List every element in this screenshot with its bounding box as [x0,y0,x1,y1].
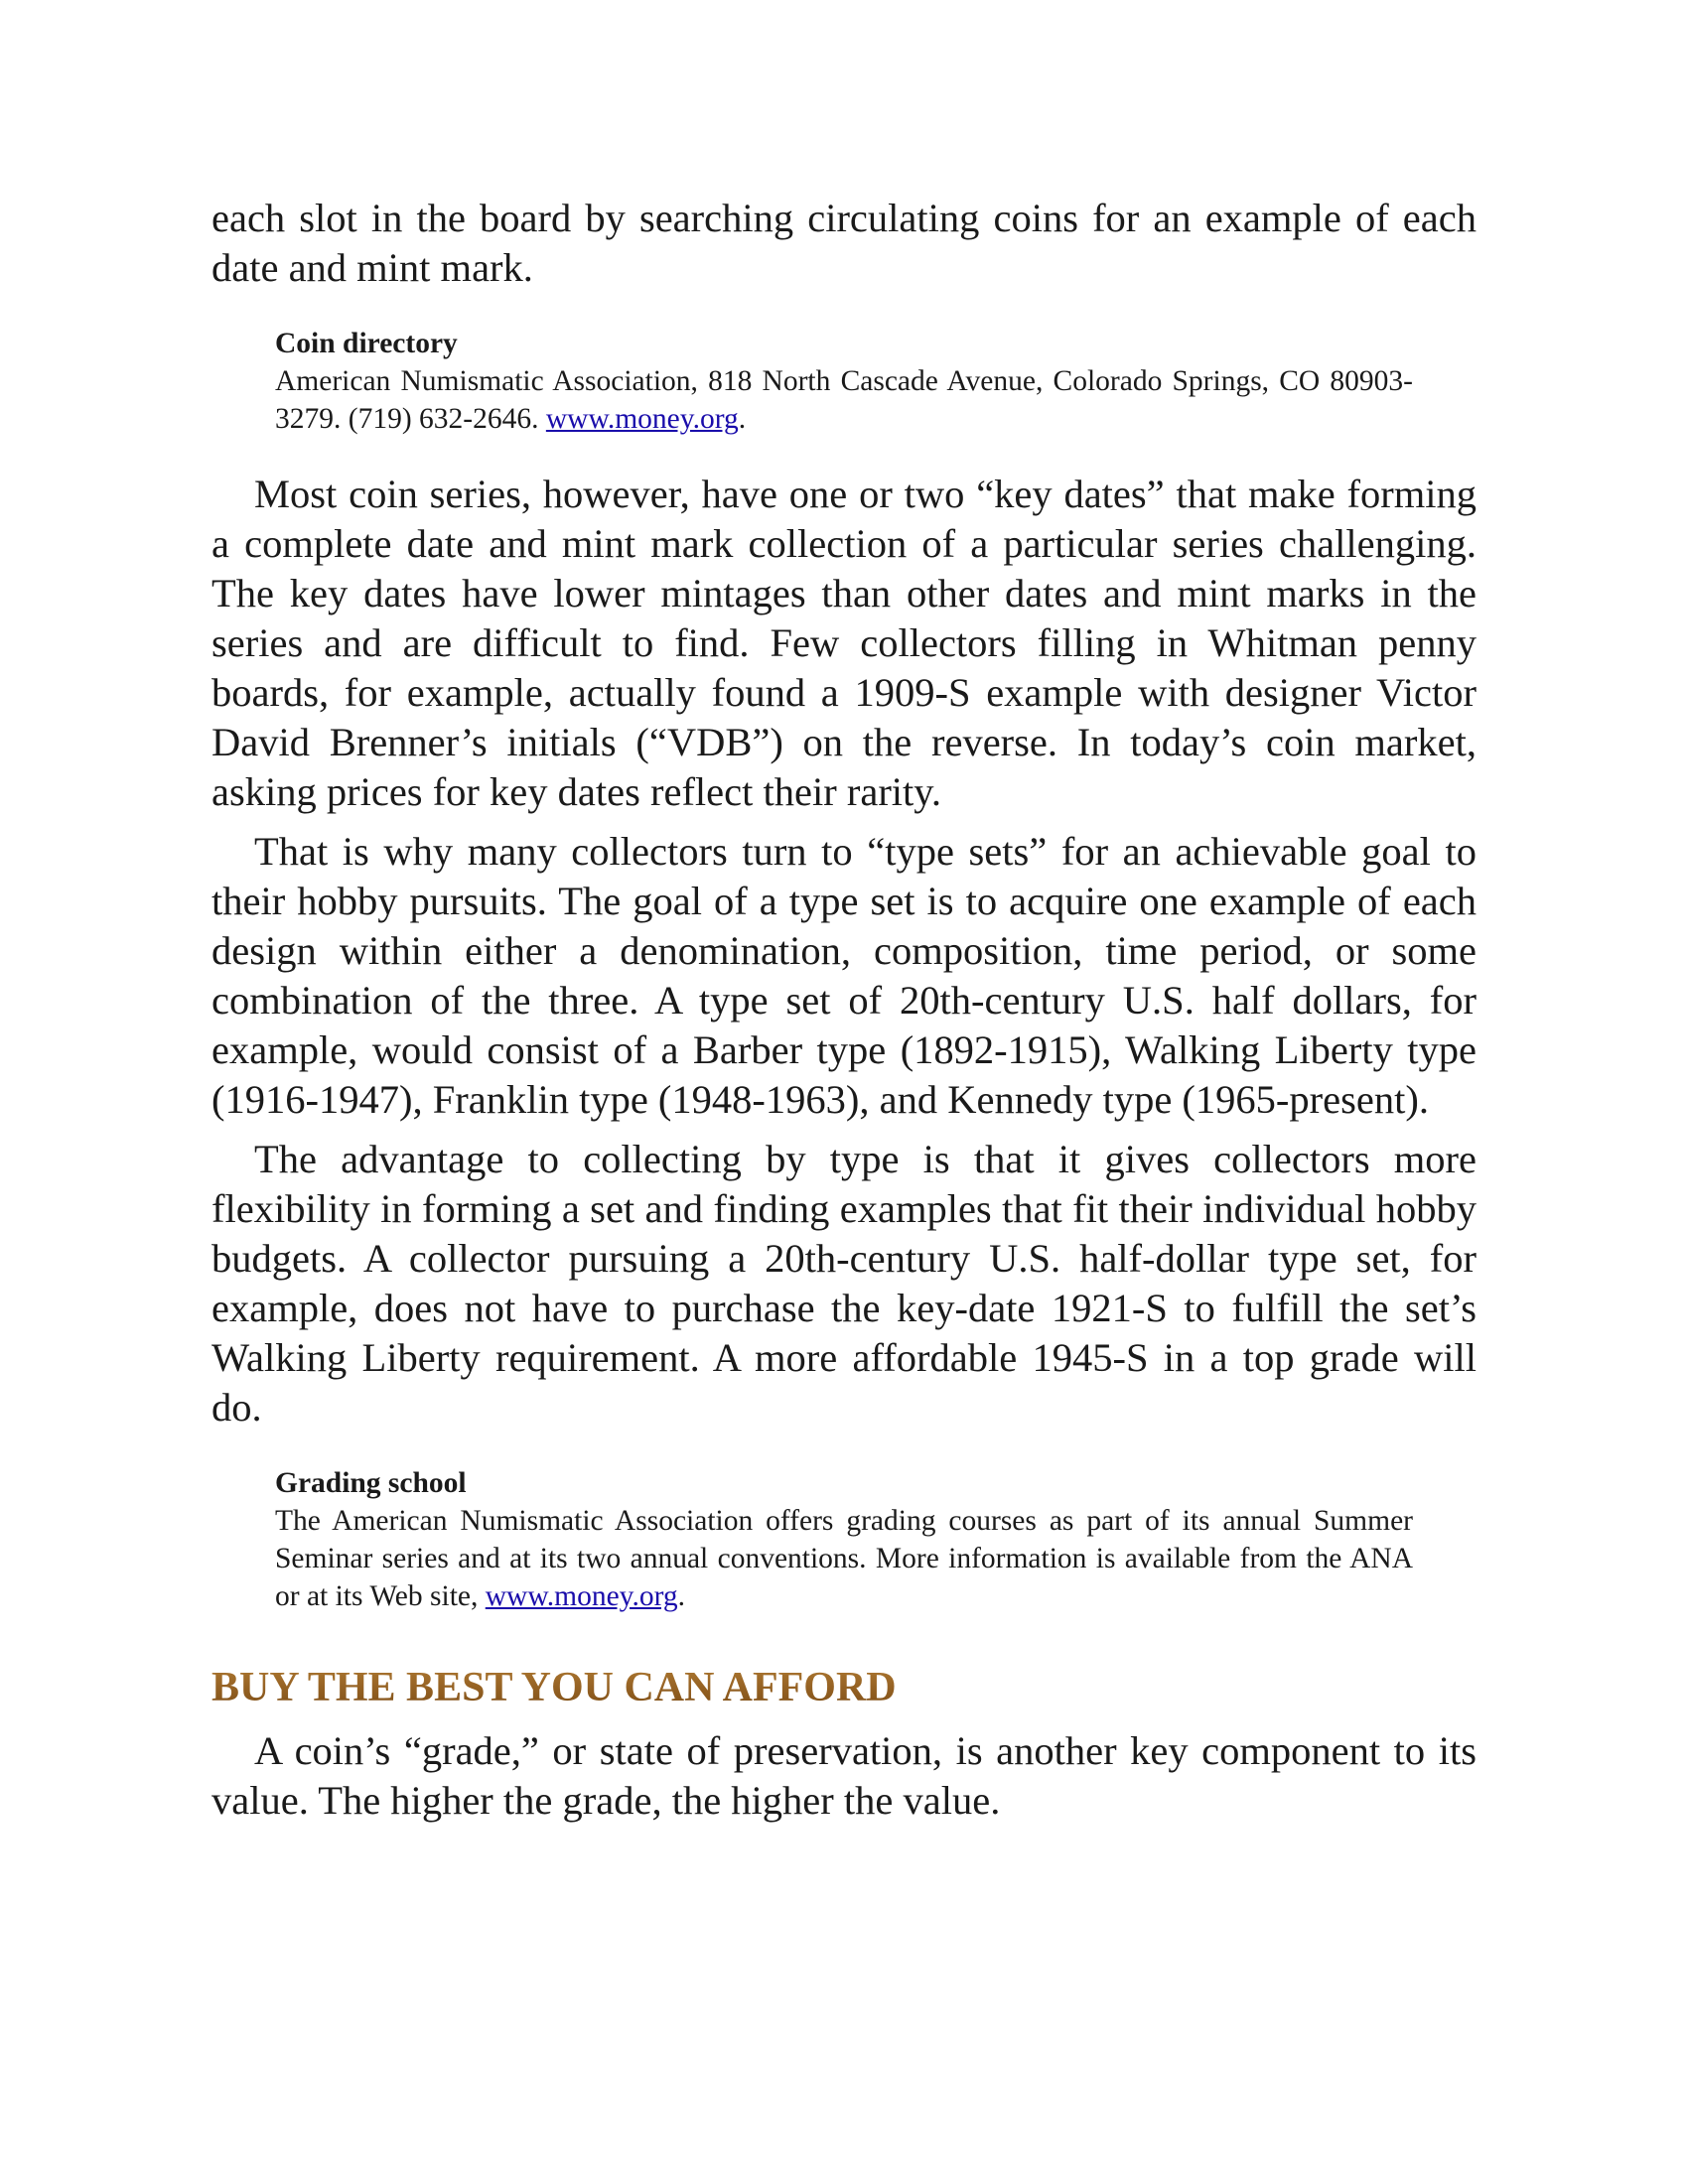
page-content [211,194,1477,1826]
paragraph-type-sets: That is why many collectors turn to “type sets” for an achievable goal to their hobby pursuits. The goal of a type set is to acquire one example of each design within either a denomination, composition, time period, or some combination of the three. A type set of 20th-century U.S. half dollars, for example, would consist of a Barber type (1892-1915), Walking Liberty type (1916-1947), Franklin type (1948-1963), and Kennedy type (1965-present). [211,829,1477,1122]
sidebar-title: Grading school [275,1467,467,1499]
sidebar-text: American Numismatic Association, 818 North Cascade Avenue, Colorado Springs, CO 80903-3279. (719) 632-2646. [275,365,1413,435]
sidebar-text-end: . [677,1580,686,1612]
section-heading: BUY THE BEST YOU CAN AFFORD [211,1663,1477,1712]
paragraph-advantage: The advantage to collecting by type is that it gives collectors more flexibility in forming a set and finding examples that fit their individual hobby budgets. A collector pursuing a 20th-century U.S. half-dollar type set, for example, does not have to purchase the key-date 1921-S to fulfill the set’s Walking Liberty requirement. A more affordable 1945-S in a top grade will do. [211,1137,1477,1430]
paragraph-key-dates: Most coin series, however, have one or two “key dates” that make forming a complete date and mint mark collection of a particular series challenging. The key dates have lower mintages than other dates and mint marks in the series and are difficult to find. Few collectors filling in Whitman penny boards, for example, actually found a 1909-S example with designer Victor David Brenner’s initials (“VDB”) on the reverse. In today’s coin market, asking prices for key dates reflect their rarity. [211,472,1477,814]
sidebar-coin-directory [275,325,1413,438]
sidebar-grading-school [275,1464,1413,1615]
sidebar-title: Coin directory [275,328,458,359]
paragraph-grade: A coin’s “grade,” or state of preservation, is another key component to its value. The higher the grade, the higher the value. [211,1728,1477,1823]
website-link[interactable]: www.money.org [485,1580,678,1612]
paragraph-continued: each slot in the board by searching circulating coins for an example of each date and mint mark. [211,196,1477,290]
sidebar-text: The American Numismatic Association offers grading courses as part of its annual Summer Seminar series and at its two annual conventions. More information is available from the ANA or at its Web site, [275,1505,1413,1612]
website-link[interactable]: www.money.org [545,403,739,435]
sidebar-text-end: . [738,403,747,435]
